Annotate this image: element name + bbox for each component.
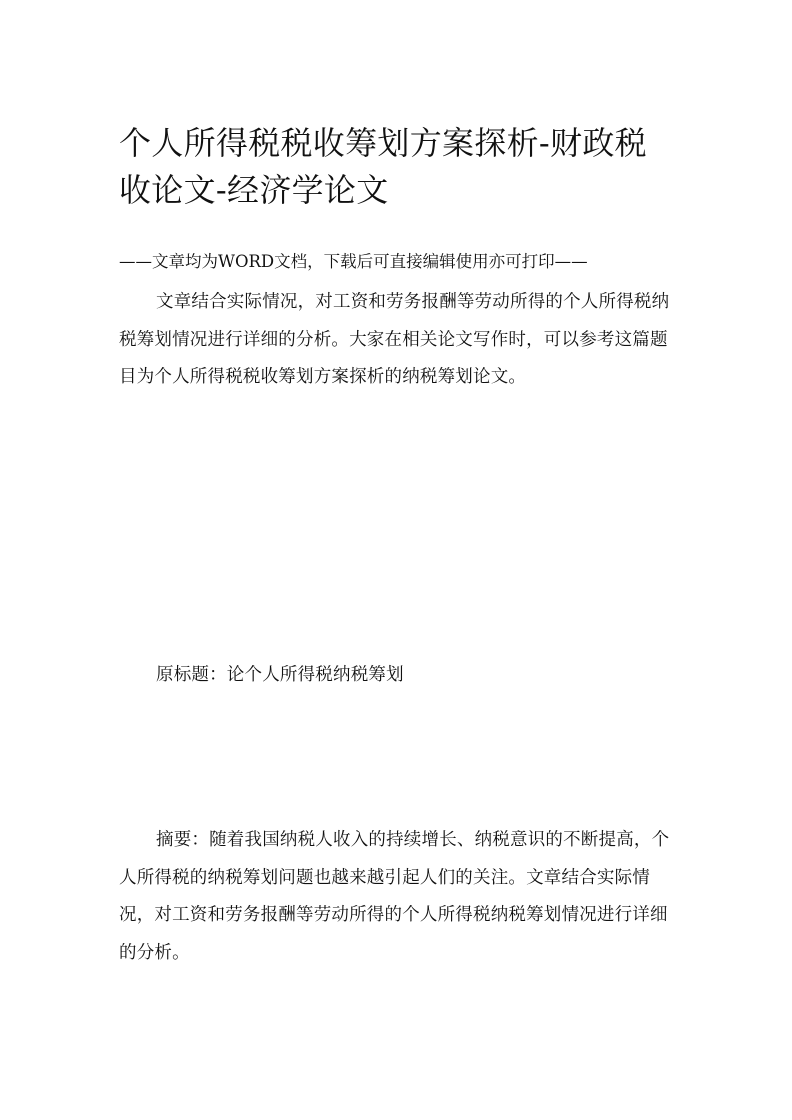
download-notice: ——文章均为WORD文档，下载后可直接编辑使用亦可打印—— (119, 252, 588, 271)
document-title: 个人所得税税收筹划方案探析-财政税收论文-经济学论文 (119, 124, 647, 209)
original-title-line: 原标题：论个人所得税纳税筹划 (156, 665, 404, 685)
intro-paragraph: 文章结合实际情况，对工资和劳务报酬等劳动所得的个人所得税纳税筹划情况进行详细的分析。大家在相关论文写作时，可以参考这篇题目为个人所得税税收筹划方案探析的纳税筹划论文。 (119, 292, 670, 387)
abstract-paragraph: 摘要：随着我国纳税人收入的持续增长、纳税意识的不断提高，个人所得税的纳税筹划问题也越来越引起人们的关注。文章结合实际情况，对工资和劳务报酬等劳动所得的个人所得税纳税筹划情况进行详细的分析。 (119, 830, 670, 963)
